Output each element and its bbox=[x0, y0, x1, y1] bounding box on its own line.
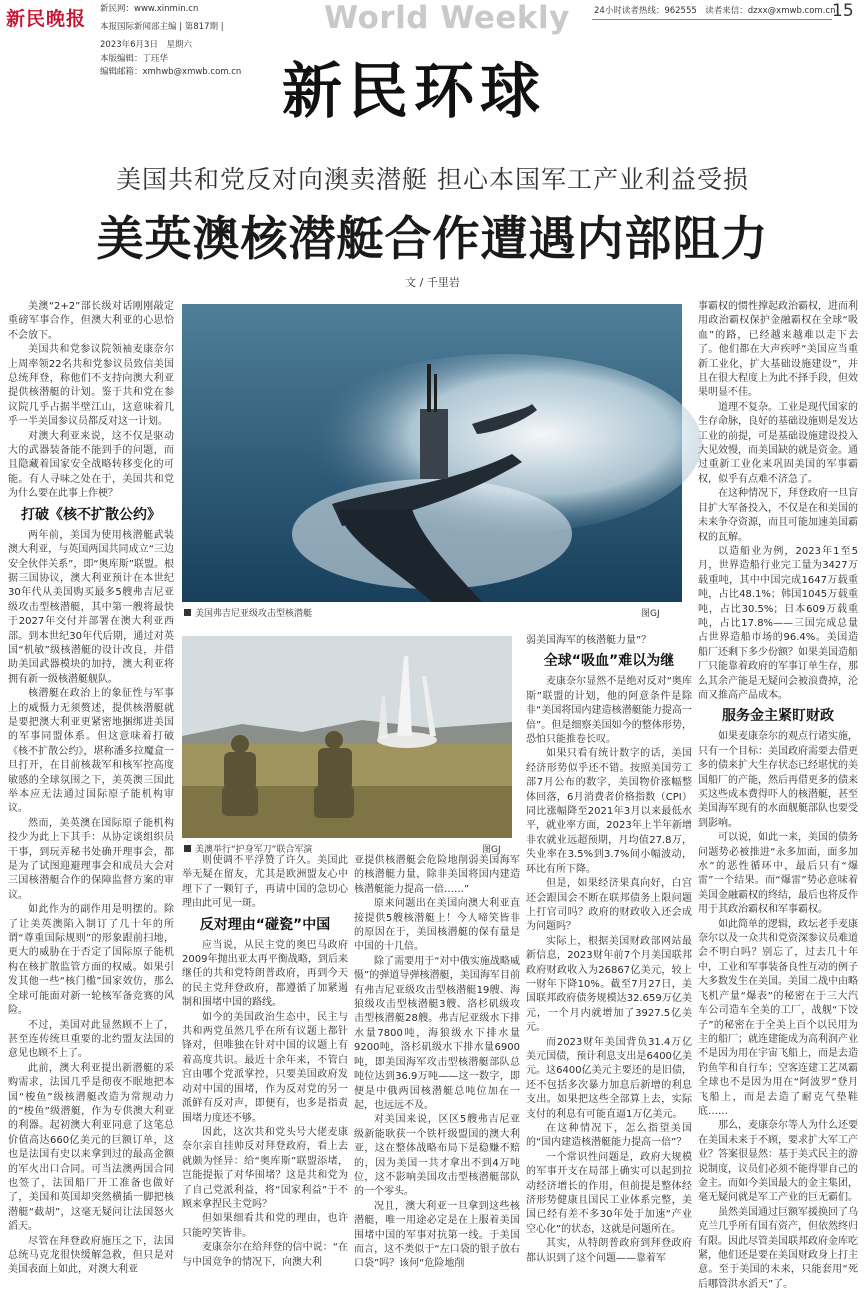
subheading-china: 反对理由“碰瓷”中国 bbox=[199, 916, 331, 933]
paragraph: 如果只看有统计数字的话，美国经济形势似乎还不错。按照美国劳工部7月公布的数字，美国物价涨幅整体回落，6月消费者价格指数（CPI）同比涨幅降至2021年3月以来最低水平，就业率方面，2023年上半年新增非农就业远超预期，月均值27.8万，失业率在3.5%到3.7%间小幅波动，环比有所下降。 bbox=[526, 748, 692, 875]
issue-info: 本报国际新闻部主编 | 第817期 | bbox=[100, 22, 224, 32]
editor-email[interactable]: 编辑邮箱：xmhwb@xmwb.com.cn bbox=[100, 67, 242, 77]
photo1-caption: 美国弗吉尼亚级攻击型核潜艇 bbox=[184, 606, 312, 619]
paragraph: 虽然美国通过巨额军援换回了乌克兰几乎所有国有资产，但依然终归有限。因此尽管美国联邦政府金库吃紧，他们还是要在美国财政身上打主意。至于美国的未来，只能套用“死后哪管洪水滔天”了。 bbox=[698, 1206, 858, 1290]
paragraph: 除了需要用于“对中俄实施战略威慑”的弹道导弹核潜艇，美国海军目前有弗吉尼亚级攻击型核潜艇19艘、海狼级攻击型核潜艇3艘、洛杉矶级攻击型核潜艇28艘。弗吉尼亚级水下排水量7800吨，海狼级水下排水量9200吨，洛杉矶级水下排水量6900吨，即美国海军攻击型核潜艇部队总吨位达到36.9万吨——这一数字，即便是中俄两国核潜艇总吨位加在一起，也远远不及。 bbox=[354, 955, 520, 1111]
subheading-bloodsucking: 全球“吸血”难以为继 bbox=[543, 653, 675, 670]
site-url[interactable]: 新民网：www.xinmin.cn bbox=[100, 4, 199, 14]
submarine-illustration bbox=[182, 304, 682, 602]
paragraph: 麦康奈尔显然不是绝对反对“奥库斯”联盟的计划，他的阿意条件是除非“美国将国内建造核潜艇能力提高一倍”。但是细察美国如今的整体形势，恐怕只能推卷长叹。 bbox=[526, 676, 692, 746]
paragraph: 麦康奈尔在给拜登的信中说：“在与中国竞争的情况下，向澳大利 bbox=[182, 1242, 348, 1268]
paragraph: 那么，麦康奈尔等人为什么还要在美国未来于不顾，要求扩大军工产业？答案很显然：基于美式民主的游说制度，议员们必须不能得罪自己的金主。而如今美国最大的金主集团，毫无疑问就是军工产业的巨无霸们。 bbox=[698, 1120, 858, 1204]
photo2-credit: 图GJ bbox=[482, 845, 501, 855]
paragraph: 如此简单的逻辑，政坛老手麦康奈尔以及一众共和党资深参议员难道会不明白吗？别忘了，过去几十年中，工业和军事装备良性互动的例子大多数发生在美国。美国二战中由略飞机产量“爆表”的秘密在于三大汽车公司造车全美的工厂，战舰“下饺子”的秘密在于全美上百个以民用为主的船厂；就连建能成为高利润产业不是因为用在宇宙飞船上，而是去造钓鱼竿和自行车；空客连建工艺凤霸全球也不是因为用在“阿波罗”登月飞船上，而是去造了耐克气垫鞋底…… bbox=[698, 918, 858, 1117]
article-column-1 bbox=[8, 300, 174, 1275]
paragraph: 亚提供核潜艇会危险地削弱美国海军的核潜艇力量，除非美国将国内建造核潜艇能力提高一倍……” bbox=[354, 855, 520, 895]
newspaper-logo: 新民晚报 bbox=[6, 8, 87, 30]
brand-title: World Weekly bbox=[324, 0, 570, 36]
paragraph: 原来问题出在美国向澳大利亚直接提供5艘核潜艇上！今人啼笑皆非的原因在于，美国核潜艇的保有量是中国的十几倍。 bbox=[354, 898, 520, 953]
subheading-npt: 打破《核不扩散公约》 bbox=[21, 506, 161, 523]
paragraph: 实际上，根据美国财政部网站最新信息，2023财年前7个月美国联邦政府财政收入为26867亿美元，较上一财年下降10%。截至7月27日，美国联邦政府债务规模达32.659万亿美元，一个月内就增加了3927.5亿美元。 bbox=[526, 935, 692, 1034]
paragraph: 如果麦康奈尔的观点行诸实施，只有一个目标：美国政府需要去借更多的债来扩大生存状态已经堪忧的美国船厂的产能，然后再借更多的债来买这些成本费得吓人的核潜艇，甚至美国海军现有的水面舰艇部队也要受到影响。 bbox=[698, 731, 858, 829]
issue-date: 2023年6月3日 星期六 bbox=[100, 40, 192, 50]
paragraph: 事霸权的惯性撑起政治霸权，进而利用政治霸权保护金融霸权在全球“吸血”的路，已经越来越难以走下去了。他们都在大声疾呼“美国应当重新工业化，扩大基础设施建设”，并且在很大程度上为此不择手段，但效果明显不佳。 bbox=[698, 301, 858, 399]
paragraph: 况且，澳大利亚一旦拿到这些核潜艇，唯一用途必定是在上服着美国围堵中国的军事对抗第一线。于美国而言，这不类似于“左口袋的银子放右口袋”吗？该何“危险地削 bbox=[354, 1200, 520, 1270]
paragraph: 应当说，从民主党的奥巴马政府2009年抛出亚太再平衡战略，到后来继任的共和党特朗普政府，再到今天的民主党拜登政府，都遵循了加紧遏制和围堵中国的路线。 bbox=[182, 939, 348, 1009]
article-column-4 bbox=[526, 634, 692, 1274]
paragraph: 道理不复杂。工业是现代国家的生存命脉，良好的基础设施则是发达工业的前提，可是基础设施建设投入大见效慢，而美国缺的就是资金。通过重新工业化来巩固美国的军事霸权，似乎有点难不济急了。 bbox=[698, 401, 858, 485]
submarine-photo bbox=[182, 304, 682, 602]
photo1-credit: 图GJ bbox=[641, 609, 660, 619]
paragraph: 核潜艇在政治上的象征性与军事上的威慑力无须赘述，提供核潜艇就是要把澳大利亚更紧密地捆绑进美国的军事同盟体系。但这意味着打破《核不扩散公约》，堪称潘多拉魔盒一旦打开，在目前核裁军和核军控高度敏感的全球氛围之下，美英澳三国此举本应无法通过国际原子能机构审议。 bbox=[8, 688, 174, 815]
article-kicker: 美国共和党反对向澳卖潜艇 担心本国军工产业利益受损 bbox=[116, 165, 749, 194]
paragraph: 美国共和党参议院领袖麦康奈尔上周率领22名共和党参议员致信美国总统拜登，称他们不支持向澳大利亚提供核潜艇的计划。鉴于共和党在参议院几乎占据半壁江山，这意味着几乎一半美国参议员都反对这一计划。 bbox=[8, 344, 174, 428]
paragraph: 尽管在拜登政府施压之下，法国总统马克龙很快缓解急救，但只是对美国表面上如此，对澳大利亚 bbox=[8, 1235, 174, 1276]
paragraph: 美澳“2+2”部长级对话刚刚敲定重磅军事合作，但澳大利亚的心思恰不会放下。 bbox=[8, 301, 174, 341]
paragraph: 一个常识性问题是，政府大规模的军事开支在局部上确实可以起到拉动经济增长的作用，但前提是整体经济形势健康且国民工业体系完整，美国已经有差不多30年处于加速“产业空心化”的状态，这就是问题所在。 bbox=[526, 1151, 692, 1235]
paragraph: 因此，这次共和党头号大佬麦康奈尔亲自挂帅反对拜登政府，看上去就颇为怪异：给“奥库斯”联盟添堵，岂能提振了对华围堵？这是共和党为了自己党派利益，将“国家利益”于不顾来拿捏民主党吗？ bbox=[182, 1126, 348, 1210]
article-headline: 美英澳核潜艇合作遭遇内部阻力 bbox=[96, 212, 769, 267]
page-number: 15 bbox=[832, 1, 854, 21]
paragraph: 对澳大利亚来说，这不仅是驱动大的武器装备能不能到手的问题，而且隐藏着国家安全战略转移变化的可能。有人寻味之处在于，美国共和党为什么要在此事上作梗？ bbox=[8, 430, 174, 500]
exercise-illustration bbox=[182, 636, 512, 838]
paragraph: 在这种情况下，怎么指望美国的“国内建造核潜艇能力提高一倍”？ bbox=[526, 1123, 692, 1149]
subheading-funders: 服务金主紧盯财政 bbox=[722, 708, 834, 725]
paragraph: 以造船业为例，2023年1至5月，世界造船行业完工量为3427万载重吨，其中中国完成1647万载重吨，占比48.1%；韩国1045万载重吨，占比30.5%；日本609万载重吨，占比17.8%——三国完成总量占世界造船市场的96.4%。美国造船厂还剩下多少份额？如果美国造船厂只能靠着政府的军事订单生存，那么其余产能是无疑问会被浪费掉，沦而又推高产品成本。 bbox=[698, 545, 858, 701]
paragraph: 如今的美国政治生态中，民主与共和两党虽然几乎在所有议题上都针锋对，但唯独在针对中国的议题上有着高度共识。最近十余年来，不管白宫由哪个党派掌控，只要美国政府发动对中国的围堵，作为反对党的另一派鲜有反对声，即便有，也多是指责围堵力度还不够。 bbox=[182, 1011, 348, 1124]
paragraph: 其实，从特朗普政府到拜登政府都认识到了这个问题——靠着军 bbox=[526, 1238, 692, 1264]
paragraph: 则使调不平浮赞了许久。美国此举无疑在留友，尤其是欧洲盟友心中埋下了一颗钉子，再请中国的急切心理由此可见一斑。 bbox=[182, 855, 348, 910]
paragraph: 在这种情况下，拜登政府一旦盲目扩大军备投入，不仅是在和美国的未来争夺资源，而且可能加速美国霸权的瓦解。 bbox=[698, 488, 858, 543]
paragraph: 对美国来说，区区5艘弗吉尼亚级新能耿获一个铁杆级盟国的澳大利亚，这在整体战略布局下是稳赚不赔的，因为美国一共才拿出不到4万吨位，这不影响美国攻击型核潜艇部队的一个零头。 bbox=[354, 1114, 520, 1198]
military-exercise-photo bbox=[182, 636, 512, 838]
paragraph: 两年前，美国为使用核潜艇武装澳大利亚，与英国两国共同成立“三边安全伙伴关系”，即“奥库斯”联盟。根据三国协议，澳大利亚预计在本世纪30年代从美国购买最多5艘弗吉尼亚级攻击型核潜艇，其中第一艘将最快于2027年交付并部署在澳大利亚西部。到本世纪30年代后期，通过对英国“机敏”级核潜艇的设计改良，并借助美国武器模块的加持，澳大利亚将拥有新一级核潜艇舰队。 bbox=[8, 529, 174, 685]
paragraph: 但如果细看共和党的理由，也许只能哼笑皆非。 bbox=[182, 1213, 348, 1239]
photo2-caption: 美澳举行“护身军刀”联合军演 bbox=[184, 842, 312, 855]
masthead bbox=[0, 0, 865, 150]
paragraph: 如此作为的副作用是明摆的。除了让美英澳陷入制订了几十年的所谓“尊重国际规则”的形象跟前扫地，更大的威胁在于否定了国际原子能机构在核扩散监管方面的权威。如果引发其他一些“核门槛”国家效仿，那么全球可能面对新一轮核军备竞赛的风险。 bbox=[8, 904, 174, 1017]
article-column-5 bbox=[698, 300, 858, 1290]
caption-marker-icon bbox=[184, 609, 191, 616]
article-byline: 文 / 千里岩 bbox=[405, 276, 460, 289]
page-editor: 本版编辑：丁珏华 bbox=[100, 54, 169, 64]
paragraph: 可以说，如此一来，美国的债务问题势必被推进“永多加面，面多加水”的恶性循环中，最后只有“爆雷”一个结果。而“爆雷”势必意味着美国金融霸权的终结，最后也将反作用于其政治霸权和军事霸权。 bbox=[698, 832, 858, 916]
reader-hotline: 24小时读者热线：962555 读者来信：dzxx@xmwb.com.cn bbox=[594, 6, 836, 16]
paragraph: 不过，美国对此显然顾不上了，甚至连传统旦重要的北约盟友法国的意见也顾不上了。 bbox=[8, 1019, 174, 1060]
paragraph: 然而，美英澳在国际原子能机构投少为此上下其手：从协定谈组织员干事，到玩弄秘书处确开理事会，都是为了试图迎避理事会和成员大会对三国核潜艇合作的保障监督方案的审议。 bbox=[8, 817, 174, 901]
paragraph: 但是，如果经济果真向好，白宫还会跟国会不断在联邦债务上限问题上打官司吗？政府的财政收入还会成为问题吗？ bbox=[526, 878, 692, 933]
paragraph: 而2023财年美国背负31.4万亿美元国债，预计利息支出是6400亿美元。这6400亿美元主要还的是旧债，还不包括多次暴力加息后新增的利息支出。如果把这些全部算上去，实际支付的利息有可能直逼1万亿美元。 bbox=[526, 1036, 692, 1120]
article-column-3 bbox=[354, 854, 520, 1274]
article-column-2 bbox=[182, 854, 348, 1274]
header-divider bbox=[592, 19, 832, 20]
section-title: 新民环球 bbox=[282, 57, 546, 127]
caption-marker-icon bbox=[184, 845, 191, 852]
paragraph: 此前，澳大利亚提出新潜艇的采购需求，法国几乎是彻夜不眠地把本国“梭鱼”级核潜艇改造为常规动力的“梭鱼”级潜艇，作为专供澳大利亚的利器。起初澳大利亚同意了这笔总价值高达660亿美元的巨额订单，这也是法国有史以来拿到过的最高金额的军火出口合同。可当法澳两国合同也签了，法国船厂开工准备也做好了，美国和英国却突然横插一脚把核潜艇“截胡”，这毫无疑问让法国怒火滔天。 bbox=[8, 1062, 174, 1233]
paragraph: 弱美国海军的核潜艇力量”？ bbox=[526, 635, 652, 646]
